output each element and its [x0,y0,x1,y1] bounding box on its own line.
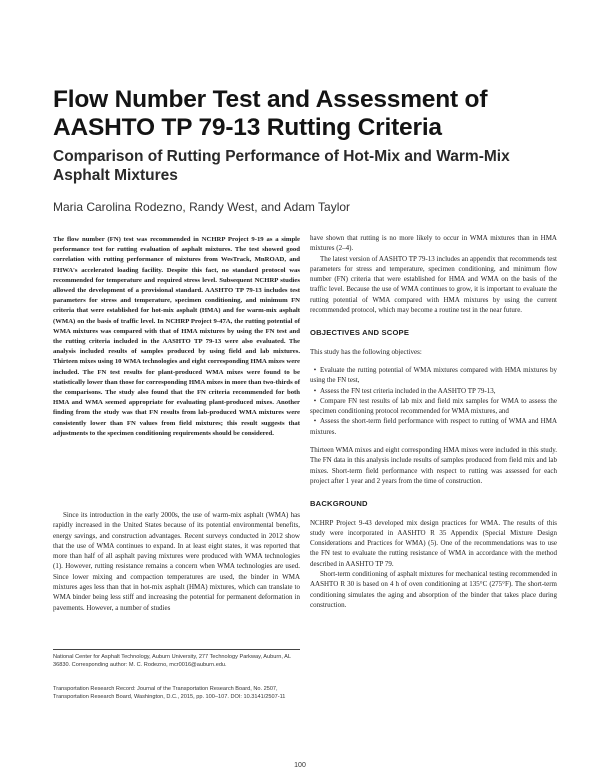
intro-paragraph: Since its introduction in the early 2000s, the use of warm-mix asphalt (WMA) has rapidly increased in the United States because of its potential environmental benefits, energy savings, and construction advantages. Recent surveys conducted in 2012 show that the use of WMA continues to expand. In at least eight states, it was reported that more than half of all asphalt paving mixtures were produced with WMA technologies (1). However, rutting resistance remains a concern when WMA technologies are used. Since lower mixing and compaction temperatures are used, the binder in WMA mixtures ages less than that in hot-mix asphalt (HMA) mixtures, which can translate to WMA binder being less stiff and increasing the potential for permanent deformation in pavements. However, a number of studies [53,511,300,612]
footnote-divider [53,649,300,650]
section-heading-objectives: OBJECTIVES AND SCOPE [310,328,410,338]
right-column [310,233,557,610]
page-number: 100 [294,762,306,769]
intro-continuation: have shown that rutting is no more likely to occur in WMA mixtures than in HMA mixtures (2–4). [310,234,557,253]
abstract-text: The flow number (FN) test was recommended in NCHRP Project 9-19 as a simple performance test for rutting evaluation of asphalt mixtures. The test showed good correlation with rutting performance of mixtures from WesTrack, MnROAD, and FHWA's accelerated loading facility. Despite this fact, no standard protocol was recommended for temperature and required stress level. Subsequent NCHRP studies allowed the development of a provisional standard. AASHTO TP 79-13 includes test parameters for stress and temperature, specimen conditioning, and minimum FN criteria that were established for hot-mix asphalt (HMA) and for warm-mix asphalt (WMA) on the basis of traffic level. In NCHRP Project 9-47A, the rutting potential of WMA mixtures was compared with that of HMA mixtures by using the FN test and the rutting criteria included in the AASHTO TP 79-13 were also evaluated. The analysis included results of samples produced by using field and lab mixtures. Thirteen mixes using 10 WMA technologies and eight corresponding HMA mixes were included. The FN test results for plant-produced WMA mixes were found to be statistically lower than those for corresponding HMA mixes in more than two-thirds of the comparisons. The study also found that the FN criteria recommended for both HMA and WMA seemed appropriate for evaluating plant-produced mixes. Another finding from the study was that FN results from lab-produced WMA mixtures were consistently lower than FN values from field mixtures; this result suggests that adjustments to the specimen conditioning requirements should be considered. [53,236,300,437]
scope-paragraph: Thirteen WMA mixes and eight corresponding HMA mixes were included in this study. The FN data in this analysis include results of samples produced from field mix and lab mixes. Short-term field performance with respect to rutting was assessed for each project after 1 year and 2 years from the time of construction. [310,446,557,485]
paper-title: Flow Number Test and Assessment of AASHTO TP 79-13 Rutting Criteria [53,86,488,141]
section-heading-background: BACKGROUND [310,499,368,509]
bullet-icon: • [313,396,317,405]
background-paragraph-1: NCHRP Project 9-43 developed mix design practices for WMA. The results of this study were incorporated in AASHTO R 35 Appendix (Special Mixture Design Considerations and Practices for WMA) (5). One of the recommendations was to use the FN test to evaluate the rutting resistance of WMA in accordance with the method described in AASHTO TP 79. [310,518,557,568]
footnote-citation [53,685,300,701]
introduction [53,510,300,613]
footnote-affiliation: National Center for Asphalt Technology, Auburn University, 277 Technology Parkway, Auburn, AL 36830. Corresponding author: M. C. Rodezno, mcr0016@auburn.edu. [53,654,291,669]
bullet-icon: • [313,417,317,426]
objective-item: • Assess the FN test criteria included in the AASHTO TP 79-13, [310,386,557,396]
bullet-icon: • [313,365,317,374]
intro-paragraph-2: The latest version of AASHTO TP 79-13 includes an appendix that recommends test parameters for stress and temperature, specimen conditioning, and minimum flow number (FN) criteria that were established for HMA and WMA on the basis of the traffic level. Because the use of WMA continues to grow, it is important to evaluate the rutting potential of WMA compared with HMA mixtures by using the current recommended protocol, which may become a routine test in the near future. [310,254,557,315]
objective-item: • Evaluate the rutting potential of WMA mixtures compared with HMA mixtures by using the FN test, [310,365,557,385]
paper-subtitle: Comparison of Rutting Performance of Hot-Mix and Warm-Mix Asphalt Mixtures [53,148,510,184]
abstract [53,235,300,439]
objectives-intro: This study has the following objectives: [310,347,422,356]
background-paragraph-2: Short-term conditioning of asphalt mixtures for mechanical testing recommended in AASHTO R 30 is based on 4 h of oven conditioning at 135°C (275°F). The short-term conditioning simulates the aging and absorption of the binder that takes place during construction. [310,570,557,609]
citation-text: Transportation Research Record: Journal of the Transportation Research Board, No. 2507, Transportation Research Board, Washington, D.C., 2015, pp. 100–107. DOI: 10.3141/2507-11 [53,686,286,701]
objective-item: • Assess the short-term field performance with respect to rutting of WMA and HMA mixtures. [310,417,557,436]
author-list: Maria Carolina Rodezno, Randy West, and Adam Taylor [53,200,351,214]
bullet-icon: • [313,386,317,395]
objective-item: • Compare FN test results of lab mix and field mix samples for WMA to assess the specimen conditioning protocol recommended for WMA mixtures, and [310,396,557,416]
